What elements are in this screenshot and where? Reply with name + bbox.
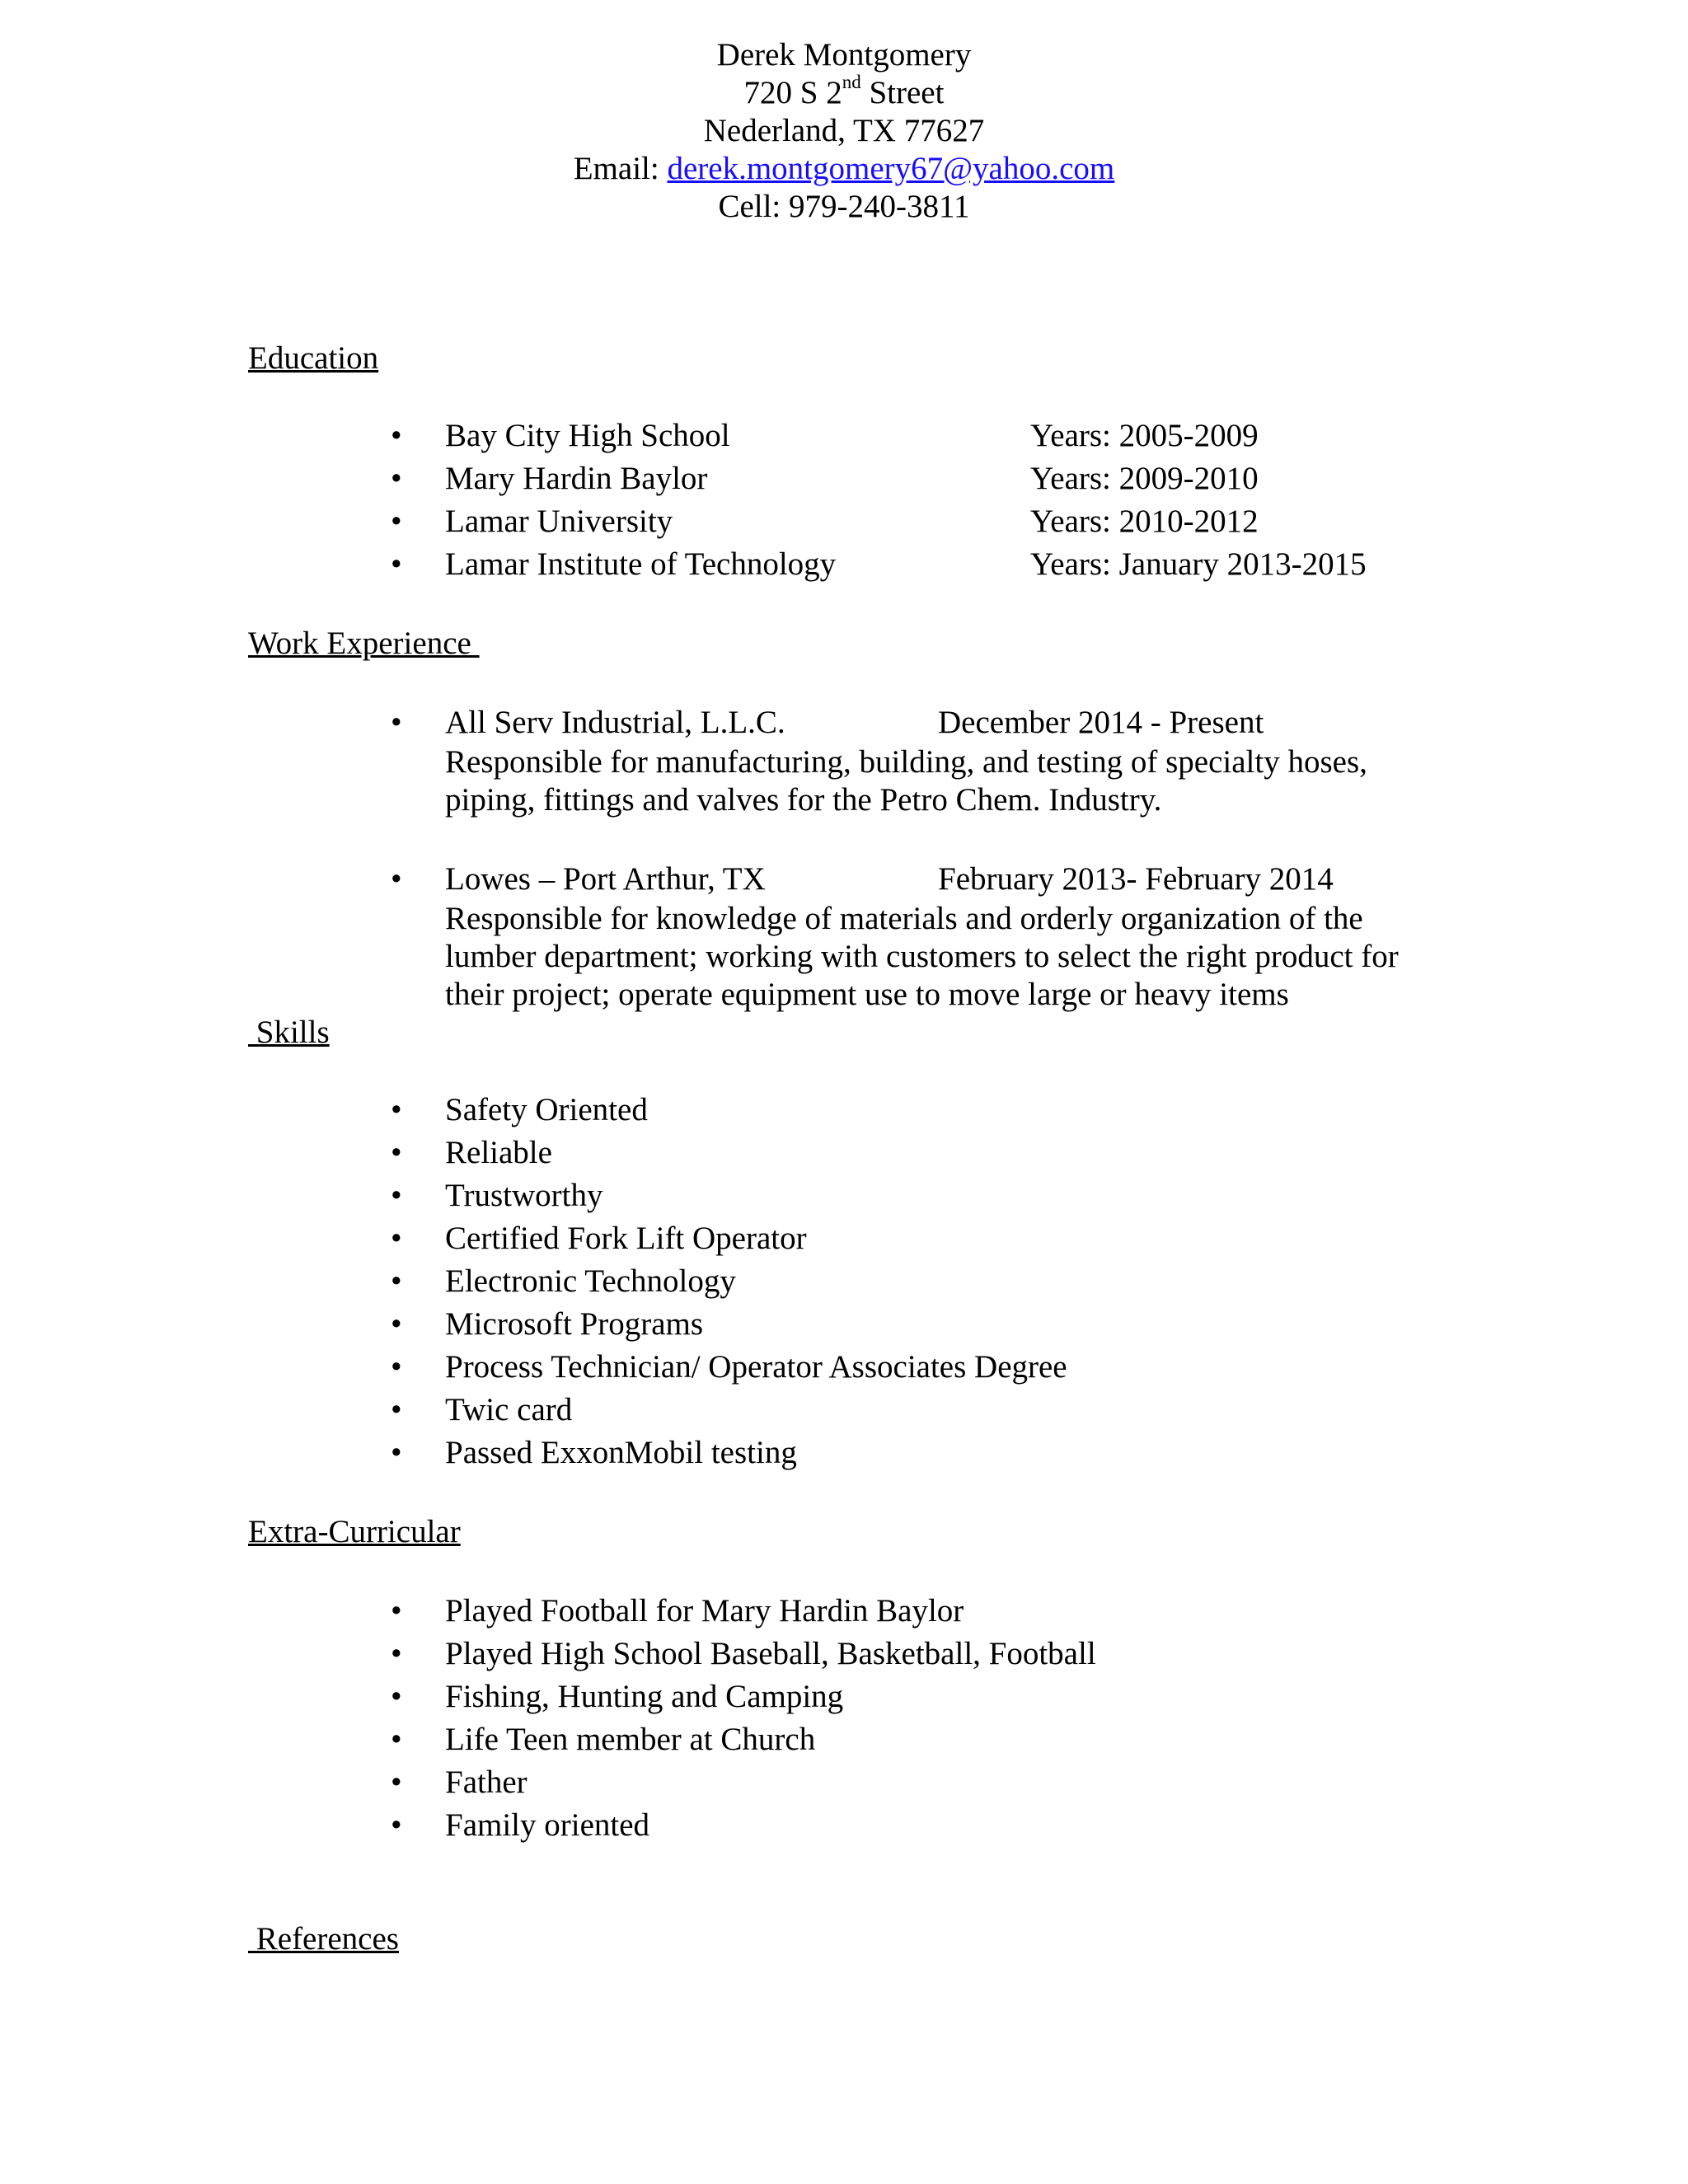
job-description-line: lumber department; working with customers to select the right product for: [445, 939, 1399, 974]
school-years: Years: January 2013-2015: [1030, 546, 1367, 582]
contact-header: [0, 36, 1688, 226]
activity-label: Life Teen member at Church: [445, 1722, 816, 1757]
skill-label: Trustworthy: [445, 1178, 603, 1213]
job-description-line: Responsible for knowledge of materials and orderly organization of the: [445, 901, 1363, 936]
applicant-name: Derek Montgomery: [716, 37, 972, 73]
skill-label: Microsoft Programs: [445, 1306, 704, 1342]
skills-heading: Skills: [248, 1015, 330, 1050]
school-years: Years: 2005-2009: [1030, 418, 1259, 453]
skill-label: Twic card: [445, 1392, 573, 1427]
activity-label: Fishing, Hunting and Camping: [445, 1679, 844, 1714]
cell-line: Cell: 979-240-3811: [718, 189, 970, 224]
skill-label: Electronic Technology: [445, 1263, 736, 1299]
skill-label: Safety Oriented: [445, 1092, 648, 1127]
job-description-line: piping, fittings and valves for the Petro Chem. Industry.: [445, 782, 1162, 818]
employment-dates: December 2014 - Present: [938, 705, 1264, 740]
skill-label: Reliable: [445, 1135, 552, 1170]
job-description-line: Responsible for manufacturing, building, and testing of specialty hoses,: [445, 744, 1367, 780]
education-heading: Education: [248, 340, 379, 376]
job-description-line: their project; operate equipment use to move large or heavy items: [445, 977, 1289, 1012]
employer-name: All Serv Industrial, L.L.C.: [445, 705, 785, 740]
address-number: 720 S 2: [743, 75, 842, 110]
school-years: Years: 2009-2010: [1030, 461, 1259, 496]
school-name: Mary Hardin Baylor: [445, 461, 708, 496]
school-name: Bay City High School: [445, 418, 730, 453]
employment-dates: February 2013- February 2014: [938, 861, 1334, 897]
email-link[interactable]: derek.montgomery67@yahoo.com: [667, 151, 1115, 186]
email-line: [0, 150, 1688, 188]
activity-label: Played Football for Mary Hardin Baylor: [445, 1593, 964, 1629]
address-street: Street: [860, 75, 945, 110]
activity-label: Father: [445, 1765, 528, 1800]
references-heading: References: [248, 1921, 399, 1957]
employer-name: Lowes – Port Arthur, TX: [445, 861, 766, 897]
email-label: Email:: [573, 151, 668, 186]
address-line: [0, 74, 1688, 112]
school-name: Lamar Institute of Technology: [445, 546, 837, 582]
school-name: Lamar University: [445, 504, 673, 539]
skill-label: Process Technician/ Operator Associates Degree: [445, 1349, 1067, 1385]
school-years: Years: 2010-2012: [1030, 504, 1259, 539]
extra-curricular-heading: Extra-Curricular: [248, 1514, 461, 1549]
skill-label: Passed ExxonMobil testing: [445, 1435, 797, 1470]
skill-label: Certified Fork Lift Operator: [445, 1221, 807, 1256]
activity-label: Family oriented: [445, 1807, 650, 1843]
work-experience-heading: Work Experience: [248, 626, 480, 661]
activity-label: Played High School Baseball, Basketball, Football: [445, 1636, 1096, 1671]
city-line: Nederland, TX 77627: [703, 113, 985, 148]
address-ordinal-suffix: nd: [842, 72, 861, 92]
